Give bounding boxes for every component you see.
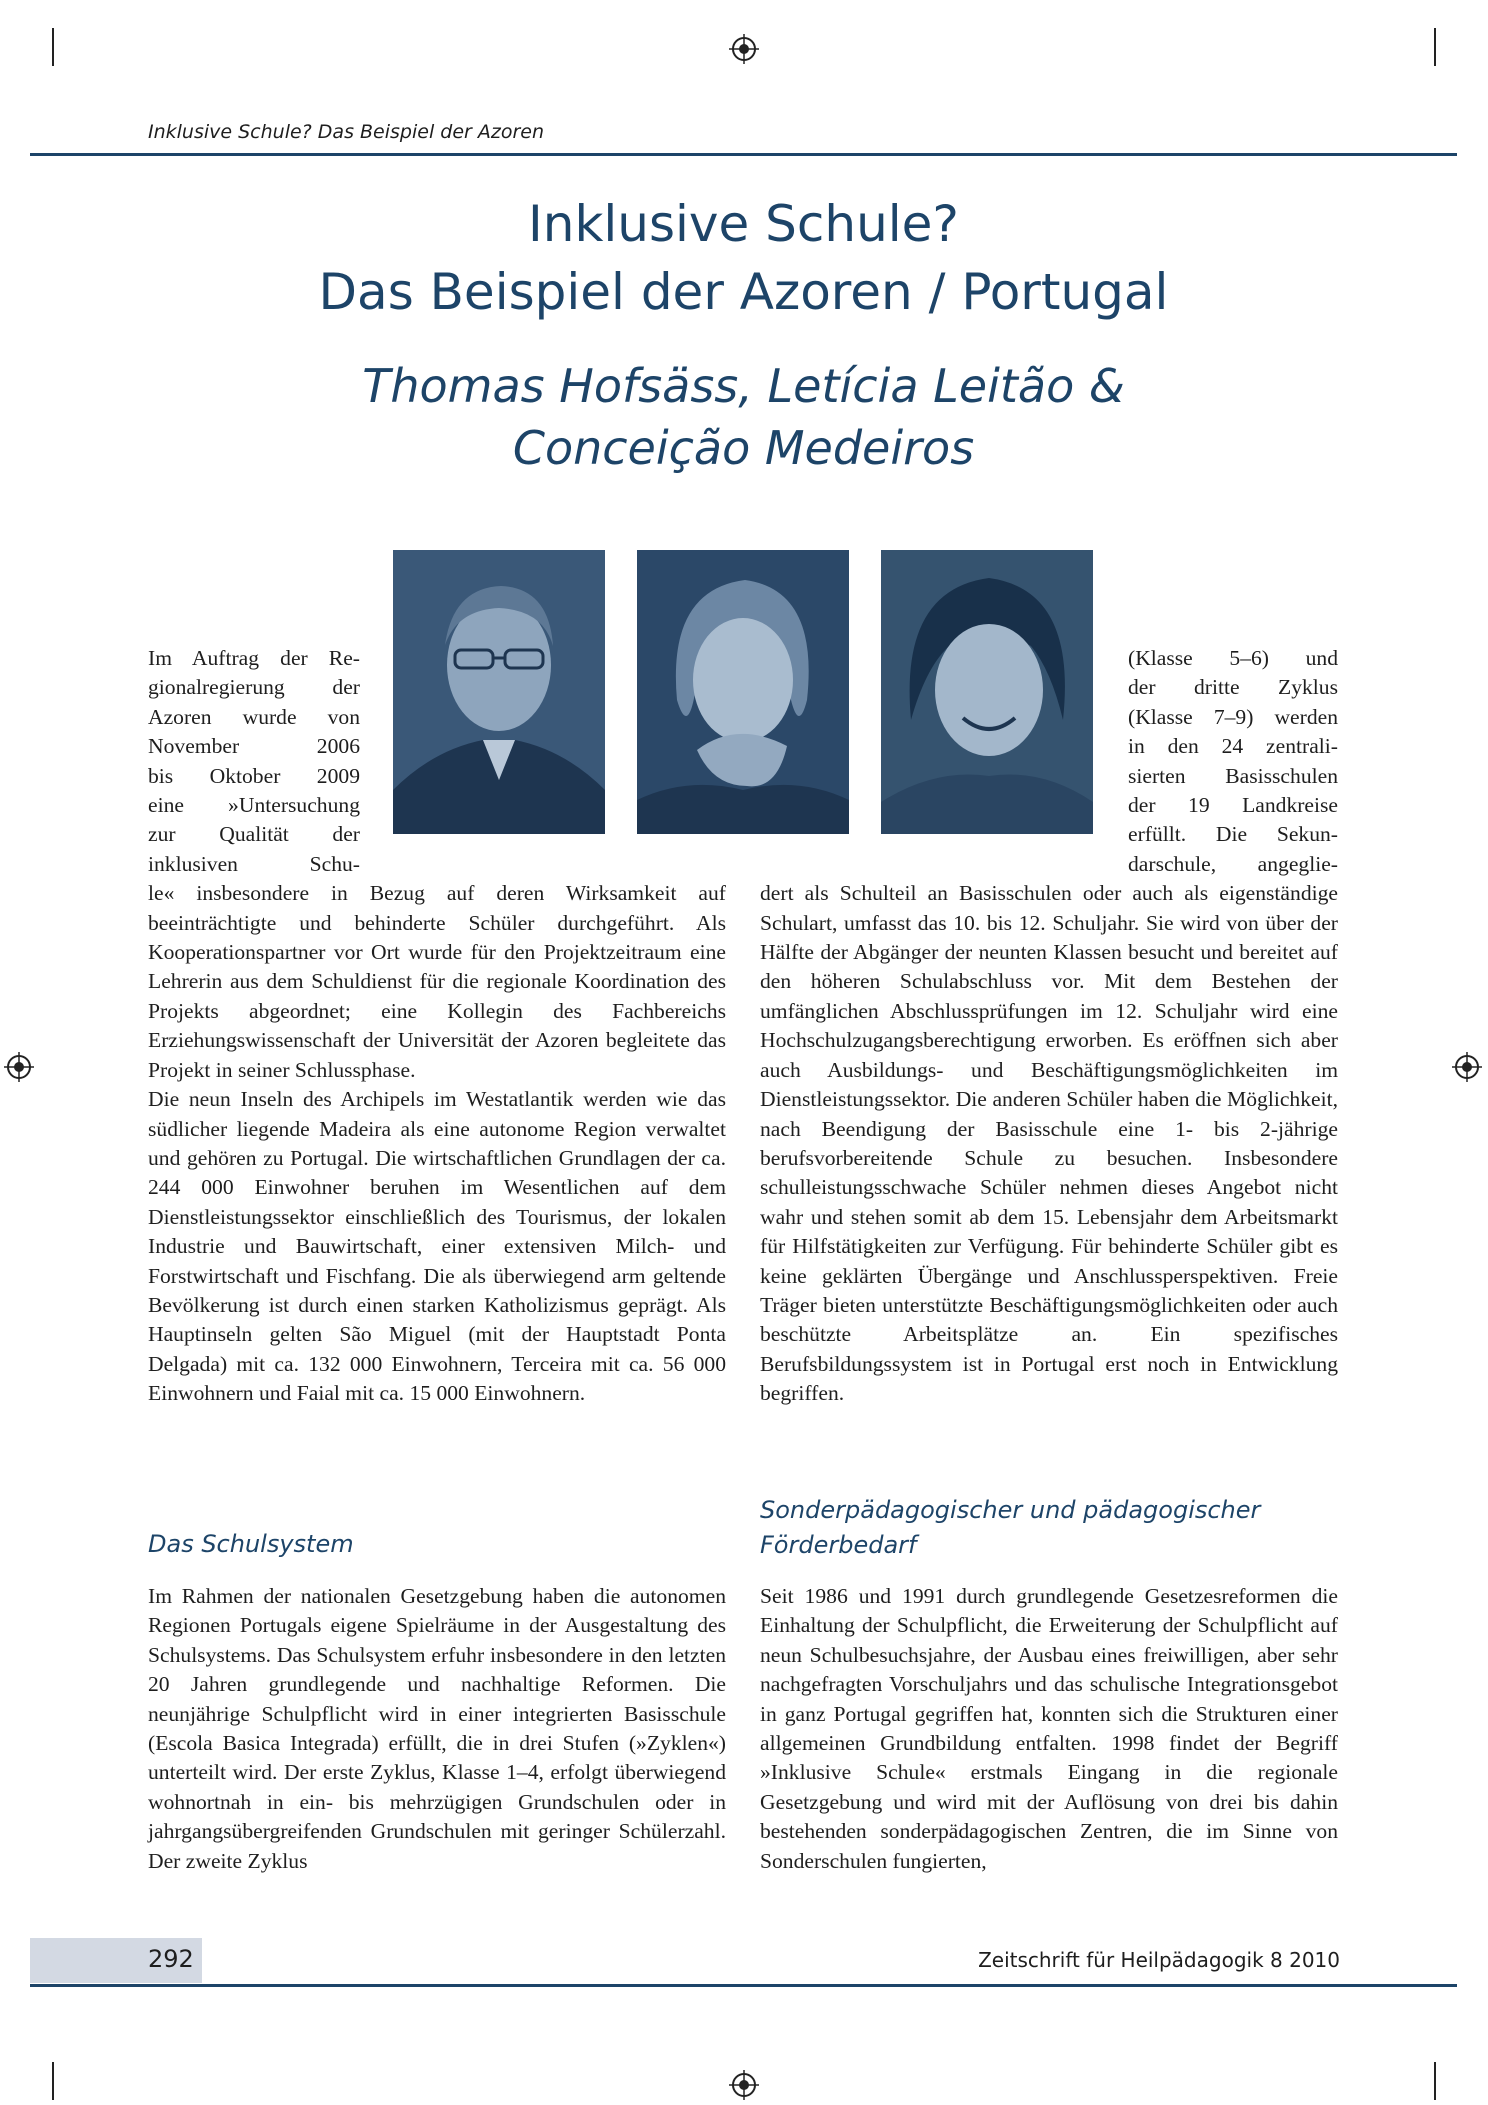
registration-mark-bottom-icon bbox=[729, 2070, 759, 2100]
right-wrapped-line: (Klasse 7–9) werden bbox=[1128, 704, 1338, 729]
right-wrapped-line: (Klasse 5–6) und bbox=[1128, 646, 1338, 670]
section-heading-foerderbedarf: Sonderpädagogischer und pädagogischer Förderbedarf bbox=[760, 1496, 1261, 1559]
registration-mark-left-icon bbox=[4, 1052, 34, 1082]
title-line-1: Inklusive Schule? bbox=[528, 195, 959, 253]
footer-rule bbox=[30, 1984, 1457, 1987]
right-wrapped-line: der dritte Zyklus bbox=[1128, 675, 1338, 700]
left-wrapped-line: eine »Untersuchung bbox=[148, 793, 360, 818]
right-paragraph-2: Seit 1986 und 1991 durch grundlegende Gesetzesreformen die Einhaltung der Schulpflicht, die Erweiterung der Schulpflicht auf neun Schulbesuchsjahre, der Ausbau eines freiwilligen, aber sehr nachgefragten Vorschuljahrs und das schulische Integrationsgebot in ganz Portugal gegriffen hat, konnten sich die Strukturen einer allgemeinen Grundbildung entfalten. 1998 findet der Begriff »Inklusive Schule« erstmals Eingang in die regionale Gesetzgebung und wird mit der Auflösung von drei bis dahin bestehenden sonderpädagogischen Zentren, die im Sinne von Sonderschulen fungierten, bbox=[760, 1584, 1338, 1873]
left-column bbox=[148, 644, 726, 1409]
article-title bbox=[180, 190, 1307, 326]
right-column-lower bbox=[760, 1582, 1338, 1876]
crop-mark-top-left bbox=[52, 28, 54, 66]
left-paragraph-3: Im Rahmen der nationalen Gesetzgebung haben die autonomen Regionen Portugals eigene Spielräume in der Ausgestaltung des Schulsystems. Das Schulsystem erfuhr insbesondere in den letzten 20 Jahren grundlegende und nachhaltige Reformen. Die neunjährige Schulpflicht wird in einer integrierten Basisschule (Escola Basica Integrada) erfüllt, die in drei Stufen (»Zyklen«) unterteilt wird. Der erste Zyklus, Klasse 1–4, erfolgt überwiegend wohnortnah in ein- bis mehrzügigen Grundschulen oder in jahrgangsübergreifenden Grundschulen mit geringer Schülerzahl. Der zweite Zyklus bbox=[148, 1584, 726, 1873]
crop-mark-top-right bbox=[1434, 28, 1436, 66]
left-column-lower bbox=[148, 1582, 726, 1876]
crop-mark-bottom-right bbox=[1434, 2062, 1436, 2100]
authors-line-2: Conceição Medeiros bbox=[512, 421, 975, 475]
right-wrapped-line: erfüllt. Die Sekun- bbox=[1128, 822, 1338, 847]
right-wrapped-line: darschule, angeglie- bbox=[1128, 851, 1338, 876]
left-wrapped-line: inklusiven Schu- bbox=[148, 851, 360, 876]
right-column bbox=[760, 644, 1338, 1409]
section-heading-schulsystem: Das Schulsystem bbox=[148, 1530, 354, 1558]
registration-mark-right-icon bbox=[1452, 1052, 1482, 1082]
authors-line-1: Thomas Hofsäss, Letícia Leitão & bbox=[362, 359, 1125, 413]
left-wrapped-intro bbox=[148, 644, 360, 879]
left-wrapped-line: Im Auftrag der Re- bbox=[148, 646, 360, 670]
left-paragraph-1: le« insbesondere in Bezug auf deren Wirksamkeit auf beeinträchtigte und behinderte Schüler durchgeführt. Als Kooperationspartner vor Ort wurde für den Projektzeitraum eine Lehrerin aus dem Schuldienst für die regionale Koordination des Projekts abgeordnet; eine Kollegin des Fachbereichs Erziehungswissenschaft der Universität der Azoren begleitete das Projekt in seiner Schlussphase. bbox=[148, 881, 726, 1082]
title-line-2: Das Beispiel der Azoren / Portugal bbox=[318, 263, 1169, 321]
left-wrapped-line: zur Qualität der bbox=[148, 822, 360, 847]
article-authors bbox=[180, 355, 1307, 479]
left-wrapped-line: bis Oktober 2009 bbox=[148, 763, 360, 788]
left-paragraph-2: Die neun Inseln des Archipels im Westatlantik werden wie das südlicher liegende Madeira als eine autonome Region verwaltet und gehören zu Portugal. Die wirtschaftlichen Grundlagen der ca. 244 000 Einwohner beruhen im Wesentlichen auf dem Dienstleistungssektor einschließlich des Tourismus, der lokalen Industrie und Bauwirtschaft, einer extensiven Milch- und Forstwirtschaft und Fischfang. Die als überwiegend arm geltende Bevölkerung ist durch einen starken Katholizismus geprägt. Als Hauptinseln gelten São Miguel (mit der Hauptstadt Ponta Delgada) mit ca. 132 000 Einwohnern, Terceira mit ca. 56 000 Einwohnern und Faial mit ca. 15 000 Einwohnern. bbox=[148, 1087, 726, 1406]
left-wrapped-line: November 2006 bbox=[148, 734, 360, 759]
right-wrapped-intro bbox=[1128, 644, 1338, 879]
right-wrapped-line: der 19 Landkreise bbox=[1128, 793, 1338, 818]
header-rule bbox=[30, 153, 1457, 156]
right-wrapped-line: sierten Basisschulen bbox=[1128, 763, 1338, 788]
registration-mark-top-icon bbox=[729, 34, 759, 64]
journal-name: Zeitschrift für Heilpädagogik 8 2010 bbox=[978, 1948, 1340, 1972]
left-wrapped-line: Azoren wurde von bbox=[148, 704, 360, 729]
running-head: Inklusive Schule? Das Beispiel der Azoren bbox=[148, 121, 545, 143]
page-number: 292 bbox=[148, 1945, 194, 1973]
left-wrapped-line: gionalregierung der bbox=[148, 675, 360, 700]
crop-mark-bottom-left bbox=[52, 2062, 54, 2100]
right-paragraph-1: dert als Schulteil an Basisschulen oder auch als eigenständige Schulart, umfasst das 10. bis 12. Schuljahr. Sie wird von über der Hälfte der Abgänger der neunten Klassen besucht und bereitet auf den höheren Schulabschluss vor. Mit dem Bestehen der umfänglichen Abschlussprüfungen im 12. Schuljahr wird eine Hochschulzugangsberechtigung erworben. Es eröffnen sich aber auch Ausbildungs- und Beschäftigungsmöglichkeiten im Dienstleistungssektor. Die anderen Schüler haben die Möglichkeit, nach Beendigung der Basisschule eine 1- bis 2-jährige berufsvorbereitende Schule zu besuchen. Insbesondere schulleistungsschwache Schüler nehmen dieses Angebot nicht wahr und stehen somit ab dem 15. Lebensjahr dem Arbeitsmarkt für Hilfstätigkeiten zur Verfügung. Für behinderte Schüler gibt es keine geklärten Übergänge und Anschlussperspektiven. Freie Träger bieten unterstützte Beschäftigungsmöglichkeiten oder auch beschützte Arbeitsplätze an. Ein spezifisches Berufsbildungssystem ist in Portugal erst noch in Entwicklung begriffen. bbox=[760, 881, 1338, 1406]
right-wrapped-line: in den 24 zentrali- bbox=[1128, 734, 1338, 759]
